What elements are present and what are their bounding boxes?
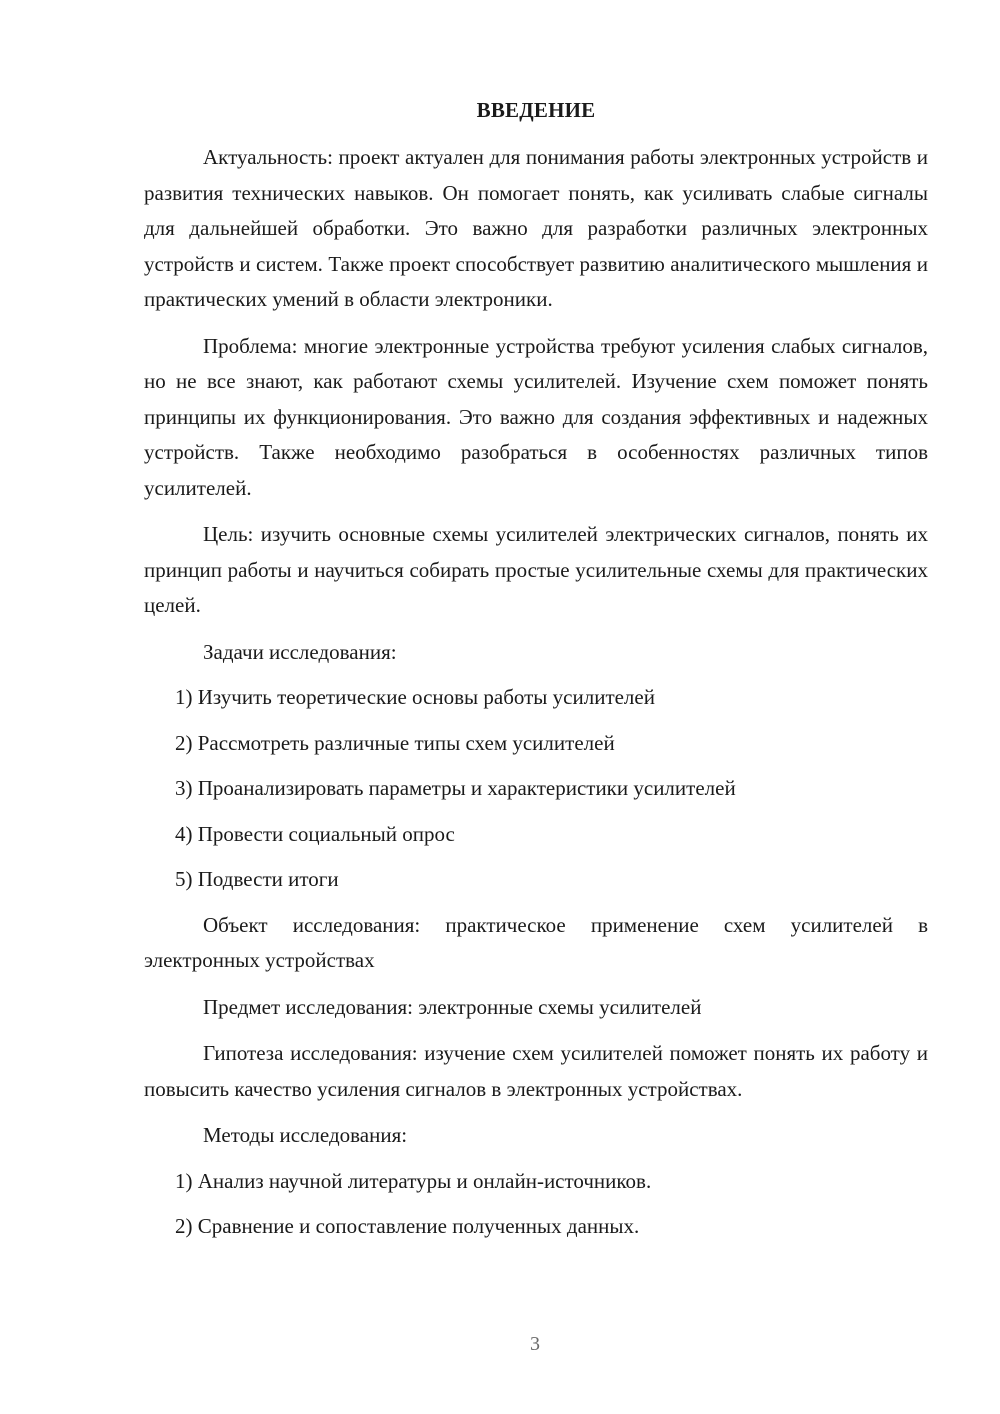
subject-paragraph: Предмет исследования: электронные схемы усилителей bbox=[203, 994, 702, 1019]
list-item: 2) Рассмотреть различные типы схем усилителей bbox=[175, 730, 615, 755]
object-paragraph: Объект исследования: практическое применение схем усилителей в электронных устройствах bbox=[144, 912, 928, 972]
hypothesis-paragraph: Гипотеза исследования: изучение схем усилителей поможет понять их работу и повысить качество усиления сигналов в электронных устройствах. bbox=[144, 1041, 928, 1101]
list-item: 1) Анализ научной литературы и онлайн-источников. bbox=[175, 1168, 652, 1193]
list-item: 5) Подвести итоги bbox=[175, 867, 339, 891]
list-item: 1) Изучить теоретические основы работы усилителей bbox=[175, 685, 655, 709]
relevance-paragraph: Актуальность: проект актуален для понимания работы электронных устройств и развития технических навыков. Он помогает понять, как усиливать слабые сигналы для дальнейшей обработки. Это важно для разработки различных электронных устройств и систем. Также проект способствует развитию аналитического мышления и практических умений в области электроники. bbox=[144, 145, 928, 311]
page-title: ВВЕДЕНИЕ bbox=[476, 98, 596, 122]
list-item: 4) Провести социальный опрос bbox=[175, 821, 455, 846]
tasks-heading: Задачи исследования: bbox=[203, 639, 397, 664]
problem-paragraph: Проблема: многие электронные устройства требуют усиления слабых сигналов, но не все знают, как работают схемы усилителей. Изучение схем поможет понять принципы их функционирования. Это важно для создания эффективных и надежных устройств. Также необходимо разобраться в особенностях различных типов усилителей. bbox=[144, 333, 928, 500]
list-item: 3) Проанализировать параметры и характеристики усилителей bbox=[175, 776, 736, 800]
methods-heading: Методы исследования: bbox=[203, 1123, 408, 1147]
document-page bbox=[144, 92, 928, 1255]
list-item: 2) Сравнение и сопоставление полученных данных. bbox=[175, 1214, 640, 1238]
methods-list bbox=[144, 1164, 928, 1245]
goal-paragraph: Цель: изучить основные схемы усилителей электрических сигналов, понять их принцип работы и научиться собирать простые усилительные схемы для практических целей. bbox=[144, 522, 928, 617]
tasks-list bbox=[144, 680, 928, 898]
page-number: 3 bbox=[530, 1333, 540, 1355]
